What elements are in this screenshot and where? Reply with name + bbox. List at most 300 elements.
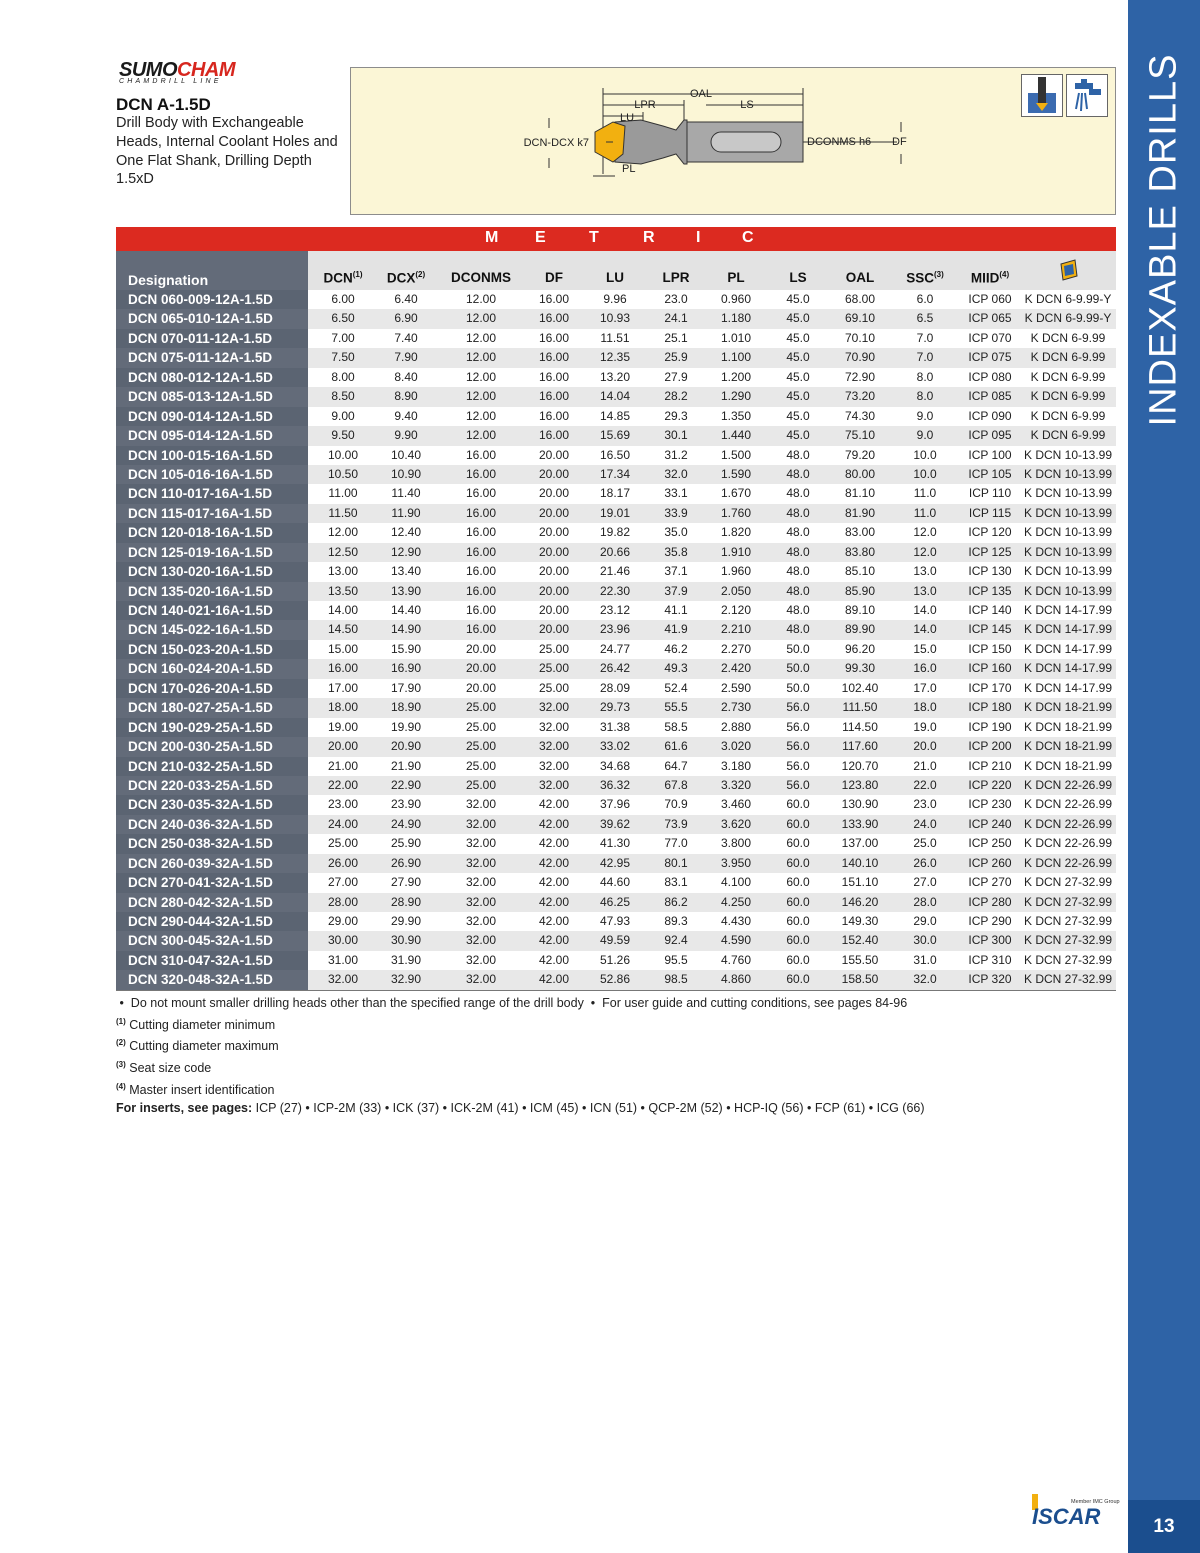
cell-oal: 149.30 [841, 914, 879, 928]
cell-df: 42.00 [538, 914, 570, 928]
row-designation: DCN 200-030-25A-1.5D [116, 737, 308, 756]
cell-lpr: 58.5 [664, 719, 688, 734]
row-designation: DCN 105-016-16A-1.5D [116, 465, 308, 484]
cell-pl: 3.620 [720, 816, 752, 831]
cell-ssc: 7.0 [916, 330, 934, 345]
cell-df: 16.00 [538, 408, 570, 423]
cell-insert: K DCN 27-32.99 [1023, 933, 1113, 948]
cell-lpr: 37.9 [664, 583, 688, 598]
cell-dcx: 13.90 [390, 583, 422, 598]
cell-ls: 56.0 [786, 719, 810, 734]
cell-dcn: 8.50 [331, 389, 355, 404]
cell-ls: 60.0 [786, 797, 810, 812]
cell-oal: 70.10 [844, 330, 876, 345]
table-row [116, 912, 1116, 931]
cell-pl: 3.020 [720, 739, 752, 754]
cell-lpr: 77.0 [664, 836, 688, 851]
cell-insert: K DCN 22-26.99 [1023, 855, 1113, 870]
cell-dcn: 28.00 [327, 894, 359, 909]
cell-oal: 81.90 [844, 505, 876, 520]
cell-df: 16.00 [538, 369, 570, 384]
cell-dcn: 27.00 [327, 875, 359, 890]
cell-dcn: 29.00 [327, 914, 359, 928]
cell-lu: 18.17 [599, 486, 631, 501]
cell-ls: 48.0 [786, 447, 810, 462]
metric-letter: T [589, 229, 599, 246]
cell-dcn: 11.00 [328, 486, 358, 501]
cell-dcx: 31.90 [390, 952, 422, 967]
cell-dcx: 6.40 [394, 292, 418, 306]
cell-df: 42.00 [538, 836, 570, 851]
metric-letter: M [485, 229, 499, 246]
metric-bar [116, 227, 1116, 251]
tool-drawing [351, 68, 1117, 216]
row-designation: DCN 150-023-20A-1.5D [116, 640, 308, 659]
cell-lpr: 98.5 [664, 972, 688, 987]
cell-dcx: 28.90 [390, 894, 422, 909]
cell-df: 42.00 [538, 816, 570, 831]
cell-oal: 75.10 [844, 428, 876, 443]
cell-ssc: 6.0 [916, 292, 934, 306]
cell-lu: 20.66 [599, 544, 631, 559]
table-row [116, 465, 1116, 484]
table-row [116, 348, 1116, 367]
cell-dconms: 25.00 [465, 739, 497, 754]
cell-dcn: 14.00 [327, 603, 359, 617]
cell-lpr: 23.0 [664, 292, 688, 306]
cell-df: 32.00 [538, 777, 570, 792]
cell-dcn: 19.00 [327, 719, 359, 734]
cell-ssc: 13.0 [913, 583, 937, 598]
cell-oal: 70.90 [844, 350, 876, 365]
cell-pl: 4.250 [720, 894, 752, 909]
cell-lpr: 83.1 [664, 875, 688, 890]
cell-ls: 60.0 [786, 972, 810, 987]
cell-pl: 1.010 [720, 330, 752, 345]
cell-ssc: 10.0 [913, 466, 937, 481]
cell-dcx: 6.90 [394, 311, 418, 326]
metric-letter: E [535, 229, 546, 246]
cell-ssc: 25.0 [913, 836, 937, 851]
cell-dcn: 12.50 [327, 544, 359, 559]
logo-text-b: CHAM [177, 59, 235, 81]
cell-dconms: 12.00 [465, 292, 497, 306]
cell-oal: 155.50 [841, 952, 879, 967]
cell-miid: ICP 190 [968, 719, 1012, 734]
cell-pl: 1.500 [720, 447, 752, 462]
cell-ssc: 12.0 [913, 544, 937, 559]
row-designation: DCN 210-032-25A-1.5D [116, 757, 308, 776]
insert-icon [1057, 258, 1079, 285]
cell-dconms: 16.00 [465, 622, 497, 637]
cell-lpr: 86.2 [664, 894, 688, 909]
cell-lpr: 24.1 [664, 311, 688, 326]
cell-lu: 9.96 [603, 292, 627, 306]
header-dconms: DCONMS [451, 270, 511, 285]
table-row [116, 484, 1116, 503]
cell-dconms: 32.00 [465, 952, 497, 967]
cell-lu: 28.09 [599, 680, 631, 695]
cell-miid: ICP 125 [968, 544, 1012, 559]
metric-letter: C [742, 229, 754, 246]
table-row [116, 757, 1116, 776]
cell-df: 42.00 [538, 797, 570, 812]
cell-lpr: 67.8 [664, 777, 688, 792]
cell-dconms: 16.00 [465, 525, 497, 540]
cell-insert: K DCN 27-32.99 [1023, 894, 1113, 909]
cell-pl: 4.860 [720, 972, 752, 987]
cell-dcx: 27.90 [390, 875, 422, 890]
cell-dcx: 15.90 [390, 641, 422, 656]
cell-lu: 23.12 [599, 603, 631, 617]
cell-df: 25.00 [538, 661, 570, 676]
cell-miid: ICP 075 [968, 350, 1012, 365]
cell-lpr: 29.3 [664, 408, 688, 423]
row-designation: DCN 240-036-32A-1.5D [116, 815, 308, 834]
cell-lu: 14.85 [599, 408, 631, 423]
cell-insert: K DCN 6-9.99 [1030, 428, 1106, 443]
cell-dcn: 17.00 [327, 680, 359, 695]
header-lpr: LPR [662, 270, 690, 285]
cell-ls: 48.0 [786, 525, 810, 540]
cell-ls: 48.0 [786, 583, 810, 598]
cell-pl: 3.460 [720, 797, 752, 812]
cell-ls: 45.0 [786, 389, 810, 404]
cell-dconms: 32.00 [465, 816, 497, 831]
cell-lu: 37.96 [599, 797, 631, 812]
header-miid: MIID$^{(4)}$ [970, 270, 1010, 286]
cell-insert: K DCN 10-13.99 [1023, 564, 1113, 579]
row-designation: DCN 135-020-16A-1.5D [116, 582, 308, 601]
header-dcx: DCX$^{(2)}$ [386, 270, 426, 286]
cell-insert: K DCN 10-13.99 [1023, 466, 1113, 481]
cell-df: 42.00 [538, 855, 570, 870]
table-row [116, 679, 1116, 698]
cell-pl: 1.100 [720, 350, 752, 365]
cell-insert: K DCN 10-13.99 [1023, 544, 1113, 559]
cell-lpr: 64.7 [664, 758, 688, 773]
cell-miid: ICP 145 [968, 622, 1012, 637]
cell-miid: ICP 300 [968, 933, 1012, 948]
cell-dcx: 8.40 [394, 369, 418, 384]
cell-miid: ICP 280 [968, 894, 1012, 909]
iscar-logo [1030, 1490, 1120, 1535]
cell-oal: 111.50 [842, 700, 878, 715]
cell-dcn: 22.00 [327, 777, 359, 792]
table-row [116, 407, 1116, 426]
cell-dcn: 13.50 [327, 583, 359, 598]
product-title: DCN A-1.5D [116, 95, 211, 114]
cell-pl: 1.350 [720, 408, 752, 423]
cell-lu: 11.51 [600, 330, 630, 345]
cell-insert: K DCN 22-26.99 [1023, 777, 1113, 792]
cell-ls: 48.0 [786, 486, 810, 501]
cell-dcn: 8.00 [331, 369, 355, 384]
table-row [116, 640, 1116, 659]
cell-lpr: 89.3 [664, 914, 688, 928]
cell-miid: ICP 070 [968, 330, 1012, 345]
page-number: 13 [1128, 1500, 1200, 1553]
cell-insert: K DCN 10-13.99 [1023, 505, 1113, 520]
cell-dcx: 26.90 [390, 855, 422, 870]
dim-dcn-dcx: DCN-DCX k7 [523, 137, 589, 149]
cell-dcn: 12.00 [327, 525, 359, 540]
cell-ssc: 10.0 [913, 447, 937, 462]
cell-ssc: 8.0 [916, 369, 934, 384]
cell-df: 16.00 [538, 350, 570, 365]
inserts-pages: For inserts, see pages: ICP (27) • ICP-2M (33) • ICK (37) • ICK-2M (41) • ICM (45) • ICN (51) • QCP-2M (52) • HCP-IQ (56) • FCP (61) • ICG (66) [116, 1100, 925, 1115]
header-ssc: SSC$^{(3)}$ [906, 270, 944, 286]
cell-dcn: 32.00 [327, 972, 359, 987]
cell-lpr: 80.1 [664, 855, 688, 870]
cell-lu: 29.73 [599, 700, 631, 715]
cell-insert: K DCN 10-13.99 [1023, 525, 1113, 540]
cell-lpr: 41.1 [664, 603, 688, 617]
table-row [116, 931, 1116, 950]
header-dcn: DCN$^{(1)}$ [323, 270, 363, 286]
cell-ssc: 26.0 [913, 855, 937, 870]
cell-pl: 4.430 [720, 914, 752, 928]
cell-dcn: 23.00 [327, 797, 359, 812]
cell-ssc: 13.0 [913, 564, 937, 579]
cell-pl: 1.590 [720, 466, 752, 481]
cell-ssc: 27.0 [913, 875, 937, 890]
cell-insert: K DCN 18-21.99 [1023, 719, 1113, 734]
table-row [116, 873, 1116, 892]
cell-ls: 48.0 [786, 544, 810, 559]
cell-lpr: 35.0 [664, 525, 688, 540]
table-row [116, 698, 1116, 717]
cell-insert: K DCN 27-32.99 [1023, 952, 1113, 967]
cell-dconms: 32.00 [465, 797, 497, 812]
drilling-icon [1021, 74, 1063, 117]
cell-ls: 48.0 [786, 622, 810, 637]
cell-oal: 73.20 [844, 389, 876, 404]
cell-ls: 45.0 [786, 408, 810, 423]
cell-oal: 133.90 [841, 816, 879, 831]
cell-dcx: 22.90 [390, 777, 422, 792]
cell-oal: 140.10 [841, 855, 879, 870]
cell-insert: K DCN 22-26.99 [1023, 816, 1113, 831]
cell-lpr: 46.2 [664, 641, 688, 656]
cell-dcn: 9.00 [331, 408, 355, 423]
cell-dcn: 6.50 [331, 311, 355, 326]
cell-oal: 80.00 [844, 466, 876, 481]
row-designation: DCN 070-011-12A-1.5D [116, 329, 308, 348]
cell-lu: 47.93 [599, 914, 631, 928]
cell-miid: ICP 290 [968, 914, 1012, 928]
cell-oal: 83.80 [844, 544, 876, 559]
table-row [116, 368, 1116, 387]
cell-ls: 56.0 [786, 739, 810, 754]
cell-ls: 48.0 [786, 603, 810, 617]
cell-dcx: 11.90 [391, 505, 421, 520]
cell-dconms: 25.00 [465, 777, 497, 792]
cell-lu: 13.20 [599, 369, 631, 384]
cell-ssc: 9.0 [916, 408, 934, 423]
cell-ls: 45.0 [786, 369, 810, 384]
cell-lu: 19.82 [599, 525, 631, 540]
table-bottom-rule [116, 990, 1116, 991]
cell-lu: 33.02 [599, 739, 631, 754]
cell-dcx: 29.90 [390, 914, 422, 928]
cell-dcx: 21.90 [390, 758, 422, 773]
cell-miid: ICP 130 [968, 564, 1012, 579]
cell-oal: 123.80 [841, 777, 879, 792]
cell-pl: 2.880 [720, 719, 752, 734]
cell-df: 32.00 [538, 758, 570, 773]
cell-ls: 60.0 [786, 952, 810, 967]
footnote-1: $^{(1)}$ Cutting diameter minimum [116, 1016, 276, 1032]
cell-dconms: 32.00 [465, 836, 497, 851]
cell-ssc: 22.0 [913, 777, 937, 792]
dim-dconms: DCONMS h6 [807, 136, 872, 148]
cell-dcn: 7.00 [331, 330, 355, 345]
coolant-icon [1066, 74, 1108, 117]
footnote-2: $^{(2)}$ Cutting diameter maximum [116, 1038, 279, 1054]
cell-dcn: 18.00 [327, 700, 359, 715]
header-oal: OAL [845, 270, 875, 285]
cell-ssc: 14.0 [913, 622, 937, 637]
cell-oal: 137.00 [841, 836, 879, 851]
cell-ssc: 30.0 [913, 933, 937, 948]
notes [116, 995, 925, 1117]
table-row [116, 737, 1116, 756]
cell-oal: 117.60 [842, 739, 878, 754]
cell-pl: 4.590 [720, 933, 752, 948]
cell-dconms: 20.00 [465, 680, 497, 695]
header-ls: LS [789, 270, 807, 285]
cell-dcn: 13.00 [327, 564, 359, 579]
sumocham-logo [119, 60, 235, 85]
cell-df: 16.00 [538, 389, 570, 404]
cell-ssc: 15.0 [913, 641, 937, 656]
table-row [116, 659, 1116, 678]
cell-miid: ICP 115 [968, 505, 1012, 520]
cell-miid: ICP 250 [968, 836, 1012, 851]
iscar-logo-mark [1030, 1490, 1120, 1530]
cell-df: 16.00 [538, 292, 570, 306]
row-designation: DCN 180-027-25A-1.5D [116, 698, 308, 717]
cell-df: 20.00 [538, 466, 570, 481]
cell-dcx: 9.90 [394, 428, 418, 443]
cell-dconms: 32.00 [465, 875, 497, 890]
row-designation: DCN 310-047-32A-1.5D [116, 951, 308, 970]
cell-dcx: 20.90 [390, 739, 422, 754]
cell-ls: 56.0 [786, 758, 810, 773]
cell-dcx: 9.40 [394, 408, 418, 423]
cell-miid: ICP 160 [968, 661, 1012, 676]
cell-insert: K DCN 14-17.99 [1023, 603, 1113, 617]
table-row [116, 562, 1116, 581]
cell-lpr: 61.6 [664, 739, 688, 754]
dim-oal: OAL [689, 88, 713, 100]
cell-pl: 2.730 [720, 700, 752, 715]
cell-pl: 2.120 [720, 603, 752, 617]
cell-pl: 1.760 [720, 505, 752, 520]
metric-letter: I [696, 229, 701, 246]
cell-ssc: 29.0 [913, 914, 937, 928]
cell-lpr: 95.5 [664, 952, 688, 967]
cell-insert: K DCN 27-32.99 [1023, 972, 1113, 987]
row-designation: DCN 250-038-32A-1.5D [116, 834, 308, 853]
table-row [116, 426, 1116, 445]
cell-pl: 1.180 [720, 311, 752, 326]
cell-df: 20.00 [538, 564, 570, 579]
cell-oal: 152.40 [841, 933, 879, 948]
cell-lpr: 41.9 [664, 622, 688, 637]
cell-ls: 60.0 [786, 914, 810, 928]
cell-ssc: 23.0 [913, 797, 937, 812]
cell-insert: K DCN 6-9.99 [1030, 369, 1106, 384]
row-designation: DCN 130-020-16A-1.5D [116, 562, 308, 581]
cell-lpr: 33.1 [664, 486, 688, 501]
cell-lu: 41.30 [599, 836, 631, 851]
cell-ls: 45.0 [786, 330, 810, 345]
cell-df: 32.00 [538, 700, 570, 715]
cell-dcn: 7.50 [331, 350, 355, 365]
cell-ls: 50.0 [786, 680, 810, 695]
cell-insert: K DCN 27-32.99 [1023, 875, 1113, 890]
cell-dconms: 12.00 [465, 428, 497, 443]
cell-lu: 23.96 [599, 622, 631, 637]
cell-oal: 99.30 [844, 661, 876, 676]
table-row [116, 329, 1116, 348]
cell-lu: 51.26 [599, 952, 631, 967]
cell-ssc: 18.0 [913, 700, 937, 715]
table-row [116, 387, 1116, 406]
cell-lu: 15.69 [599, 428, 631, 443]
cell-dconms: 12.00 [465, 330, 497, 345]
cell-ssc: 16.0 [913, 661, 937, 676]
cell-miid: ICP 240 [968, 816, 1012, 831]
row-designation: DCN 095-014-12A-1.5D [116, 426, 308, 445]
dim-df: DF [892, 136, 907, 148]
cell-ssc: 31.0 [913, 952, 937, 967]
cell-ls: 56.0 [786, 777, 810, 792]
cell-dconms: 16.00 [465, 486, 497, 501]
cell-ssc: 12.0 [913, 525, 937, 540]
cell-dcn: 24.00 [327, 816, 359, 831]
cell-dconms: 16.00 [465, 447, 497, 462]
cell-pl: 3.950 [720, 855, 752, 870]
cell-dcn: 16.00 [327, 661, 359, 676]
cell-ssc: 17.0 [913, 680, 937, 695]
cell-ls: 45.0 [786, 428, 810, 443]
row-designation: DCN 060-009-12A-1.5D [116, 290, 308, 309]
cell-df: 42.00 [538, 972, 570, 987]
row-designation: DCN 125-019-16A-1.5D [116, 543, 308, 562]
row-designation: DCN 115-017-16A-1.5D [116, 504, 308, 523]
cell-dcx: 10.40 [390, 447, 422, 462]
cell-ssc: 11.0 [913, 486, 937, 501]
cell-ls: 60.0 [786, 836, 810, 851]
cell-ssc: 6.5 [916, 311, 934, 326]
cell-dcn: 26.00 [327, 855, 359, 870]
table-row [116, 446, 1116, 465]
row-designation: DCN 300-045-32A-1.5D [116, 931, 308, 950]
cell-insert: K DCN 14-17.99 [1023, 680, 1113, 695]
cell-oal: 120.70 [841, 758, 879, 773]
cell-lu: 14.04 [599, 389, 631, 404]
cell-dcx: 16.90 [390, 661, 422, 676]
cell-insert: K DCN 6-9.99-Y [1024, 292, 1112, 306]
cell-oal: 96.20 [844, 641, 876, 656]
cell-ls: 60.0 [786, 855, 810, 870]
cell-insert: K DCN 18-21.99 [1023, 758, 1113, 773]
cell-df: 20.00 [538, 583, 570, 598]
cell-dcx: 14.90 [390, 622, 422, 637]
